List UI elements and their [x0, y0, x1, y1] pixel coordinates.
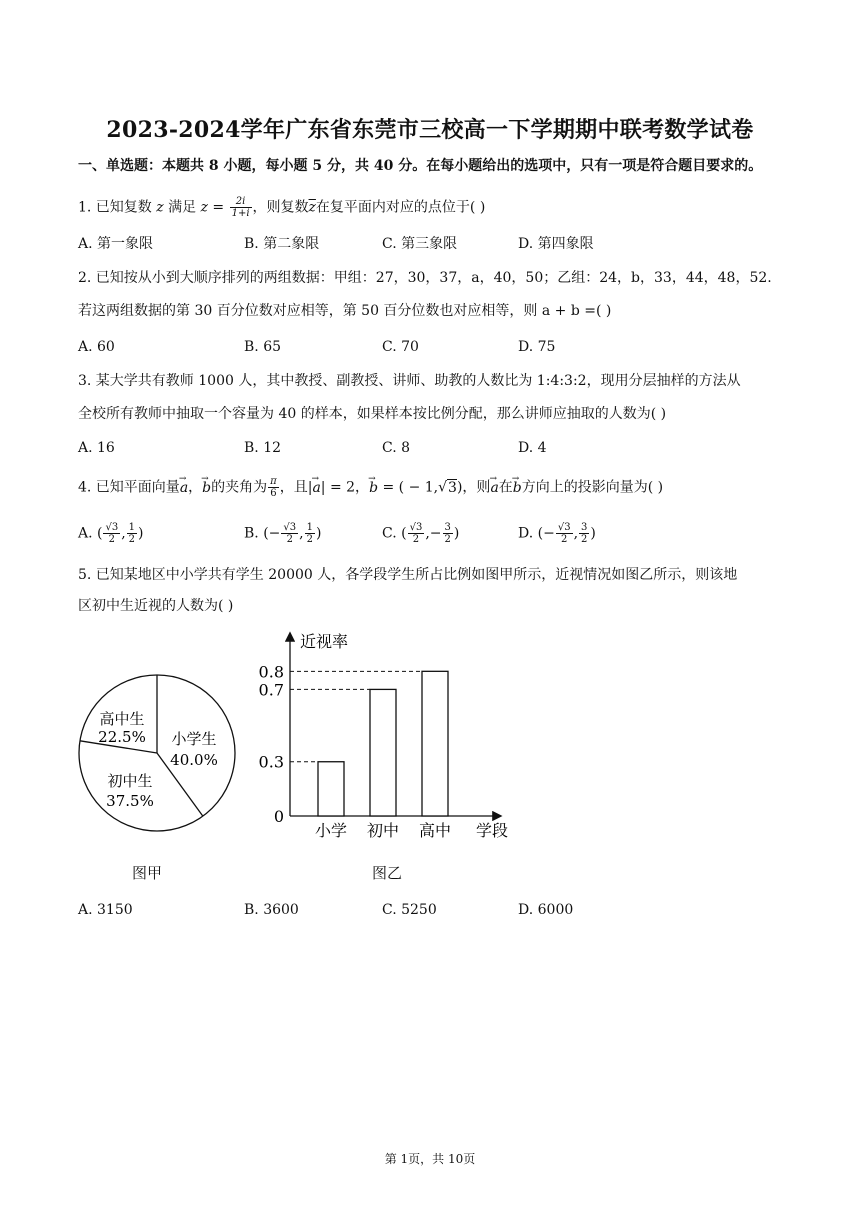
x-tick-label-2: 高中 — [418, 821, 452, 840]
x-tick-label-0: 小学 — [314, 821, 348, 840]
q4-text-9: 方向上的投影向量为( ) — [521, 479, 664, 496]
q4d-sep: , — [573, 525, 579, 542]
q1-fraction — [230, 196, 252, 219]
q4-text-4: ，且| — [279, 479, 313, 496]
bar-高中 — [422, 671, 448, 816]
y-tick-label-3: 0.8 — [258, 662, 284, 682]
q4a-d2: 2 — [128, 534, 136, 545]
q5-line1: 5. 已知某地区中小学共有学生 20000 人，各学段学生所占比例如图甲所示，近视情况如图乙所示，则该地 — [78, 567, 738, 583]
q4-sqrt-value: 3 — [448, 479, 457, 496]
q4-option-c[interactable] — [382, 522, 459, 545]
pie-caption: 图甲 — [132, 864, 163, 882]
q1-mid: 满足 — [163, 199, 201, 216]
q4-text-8: 在 — [498, 479, 513, 496]
q1-suffix2: 在复平面内对应的点位于( ) — [315, 199, 486, 216]
q1-frac-num: 2i — [230, 196, 252, 208]
q4b-sign1: − — [268, 525, 281, 542]
q4b-n2: 1 — [306, 522, 313, 533]
q4a-end: ) — [138, 525, 144, 542]
q4-vec-b-2: → b — [369, 478, 378, 498]
q4d-d1: 2 — [561, 534, 568, 545]
q4c-sign2: − — [429, 525, 442, 542]
q4-angle-fraction — [268, 476, 279, 499]
q4c-frac2 — [443, 522, 453, 545]
q5-option-a[interactable]: A. 3150 — [78, 902, 133, 918]
q4c-n2: 3 — [444, 522, 451, 533]
q1-suffix1: ，则复数 — [252, 199, 309, 216]
q3-option-b[interactable]: B. 12 — [244, 440, 282, 456]
q4-vec-a: → a — [180, 478, 188, 498]
y-axis-label: 近视率 — [300, 632, 349, 651]
q4a-frac2 — [127, 522, 137, 545]
q4a-sep: , — [121, 525, 126, 542]
q4a-label: A. ( — [78, 525, 103, 542]
q1-frac-den: 1+i — [231, 208, 250, 219]
bar-初中 — [370, 689, 396, 816]
q3-line2: 全校所有教师中抽取一个容量为 40 的样本，如果样本按比例分配，那么讲师应抽取的人数为( ) — [78, 406, 667, 422]
pie-pct-high: 22.5% — [98, 728, 146, 746]
q1-z: z — [156, 199, 164, 216]
q4a-n1: √3 — [105, 522, 119, 533]
q1-option-d[interactable]: D. 第四象限 — [518, 236, 594, 252]
page-footer: 第 1页，共 10页 — [384, 1152, 476, 1166]
q4-text-2: ， — [188, 479, 203, 496]
q4-option-b[interactable] — [244, 522, 321, 545]
q4d-label: D. ( — [518, 525, 544, 542]
q1-option-a[interactable]: A. 第一象限 — [78, 236, 154, 252]
q4-text-3: 的夹角为 — [211, 479, 268, 496]
q2-option-c[interactable]: C. 70 — [382, 339, 419, 355]
y-tick-label-2: 0.7 — [258, 680, 284, 700]
pie-label-primary: 小学生 — [171, 730, 217, 748]
page-title: 2023-2024学年广东省东莞市三校高一下学期期中联考数学试卷 — [106, 117, 754, 143]
pie-label-high: 高中生 — [99, 710, 145, 728]
q3-option-d[interactable]: D. 4 — [518, 440, 547, 456]
pie-pct-middle: 37.5% — [106, 792, 154, 810]
q4d-n1: √3 — [557, 522, 571, 533]
q4d-frac1 — [556, 522, 573, 545]
q4c-label: C. ( — [382, 525, 407, 542]
q1-option-c[interactable]: C. 第三象限 — [382, 236, 458, 252]
x-axis-label: 学段 — [475, 821, 509, 840]
q4d-frac2 — [579, 522, 589, 545]
q4a-frac1 — [103, 522, 120, 545]
pie-pct-primary: 40.0% — [170, 751, 218, 769]
q4b-d2: 2 — [306, 534, 313, 545]
q4b-frac2 — [305, 522, 315, 545]
q4d-d2: 2 — [581, 534, 588, 545]
q4-option-d[interactable] — [518, 522, 596, 545]
y-tick-label-0: 0 — [273, 807, 284, 826]
q5-option-c[interactable]: C. 5250 — [382, 902, 437, 918]
bar-chart — [250, 626, 520, 846]
q4d-n2: 3 — [581, 522, 588, 533]
q4-vec-b: → b — [202, 478, 211, 498]
q4b-end: ) — [315, 525, 322, 542]
q2-option-d[interactable]: D. 75 — [518, 339, 556, 355]
q5-option-d[interactable]: D. 6000 — [518, 902, 574, 918]
q4a-d1: 2 — [108, 534, 116, 545]
q3-line1: 3. 某大学共有教师 1000 人，其中教授、副教授、讲师、助教的人数比为 1:4:3:2，现用分层抽样的方法从 — [78, 373, 741, 389]
x-tick-label-1: 初中 — [366, 821, 400, 840]
q2-option-a[interactable]: A. 60 — [78, 339, 115, 355]
q4-text-7: )，则 — [456, 479, 491, 496]
q4c-sep: , — [425, 525, 430, 542]
q4a-n2: 1 — [128, 522, 136, 533]
q4b-d1: 2 — [286, 534, 293, 545]
question-1 — [78, 196, 485, 219]
q4c-d1: 2 — [412, 534, 420, 545]
q4-angle-den: 6 — [270, 488, 277, 499]
q1-prefix: 1. 已知复数 — [78, 199, 157, 216]
q4b-frac1 — [281, 522, 298, 545]
q4c-d2: 2 — [444, 534, 451, 545]
q4d-sign1: − — [543, 525, 555, 542]
q4c-n1: √3 — [409, 522, 423, 533]
q4-text-5: | = 2， — [320, 479, 370, 496]
q2-line2: 若这两组数据的第 30 百分位数对应相等，第 50 百分位数也对应相等，则 a + b =( ) — [78, 303, 612, 319]
q4b-label: B. ( — [244, 525, 269, 542]
pie-label-middle: 初中生 — [107, 772, 153, 790]
q4-text-6: = ( − 1, — [378, 479, 439, 496]
q4-vec-b-3: → b — [513, 478, 522, 498]
q4c-end: ) — [453, 525, 460, 542]
q3-option-a[interactable]: A. 16 — [78, 440, 115, 456]
q2-option-b[interactable]: B. 65 — [244, 339, 282, 355]
bar-caption: 图乙 — [372, 864, 403, 882]
question-4 — [78, 476, 663, 499]
q4b-n1: √3 — [283, 522, 297, 533]
q4-sqrt: √3 — [438, 479, 457, 496]
bars — [259, 662, 451, 840]
q4-vec-a-2: → a — [312, 478, 320, 498]
q1-eq-lhs: z = — [200, 199, 229, 216]
bar-小学 — [318, 762, 344, 816]
q4-angle-num: π — [270, 476, 277, 487]
q4d-end: ) — [590, 525, 596, 542]
q5-option-b[interactable]: B. 3600 — [244, 902, 299, 918]
q4b-sep: , — [299, 525, 304, 542]
q3-option-c[interactable]: C. 8 — [382, 440, 411, 456]
q4-option-a[interactable] — [78, 522, 144, 545]
pie-chart — [72, 668, 242, 838]
q1-option-b[interactable]: B. 第二象限 — [244, 236, 320, 252]
q2-line1: 2. 已知按从小到大顺序排列的两组数据：甲组：27，30，37，a，40，50；乙组：24，b，33，44，48，52. — [78, 270, 772, 286]
y-tick-label-1: 0.3 — [258, 752, 284, 772]
q4c-frac1 — [408, 522, 425, 545]
section-header: 一、单选题：本题共 8 小题，每小题 5 分，共 40 分。在每小题给出的选项中，只有一项是符合题目要求的。 — [78, 158, 763, 174]
q5-line2: 区初中生近视的人数为( ) — [78, 598, 234, 614]
q1-zbar: $\overline{z}$ — [308, 199, 316, 216]
q4-text-1: 4. 已知平面向量 — [78, 479, 180, 496]
q4-vec-a-3: → a — [490, 478, 498, 498]
